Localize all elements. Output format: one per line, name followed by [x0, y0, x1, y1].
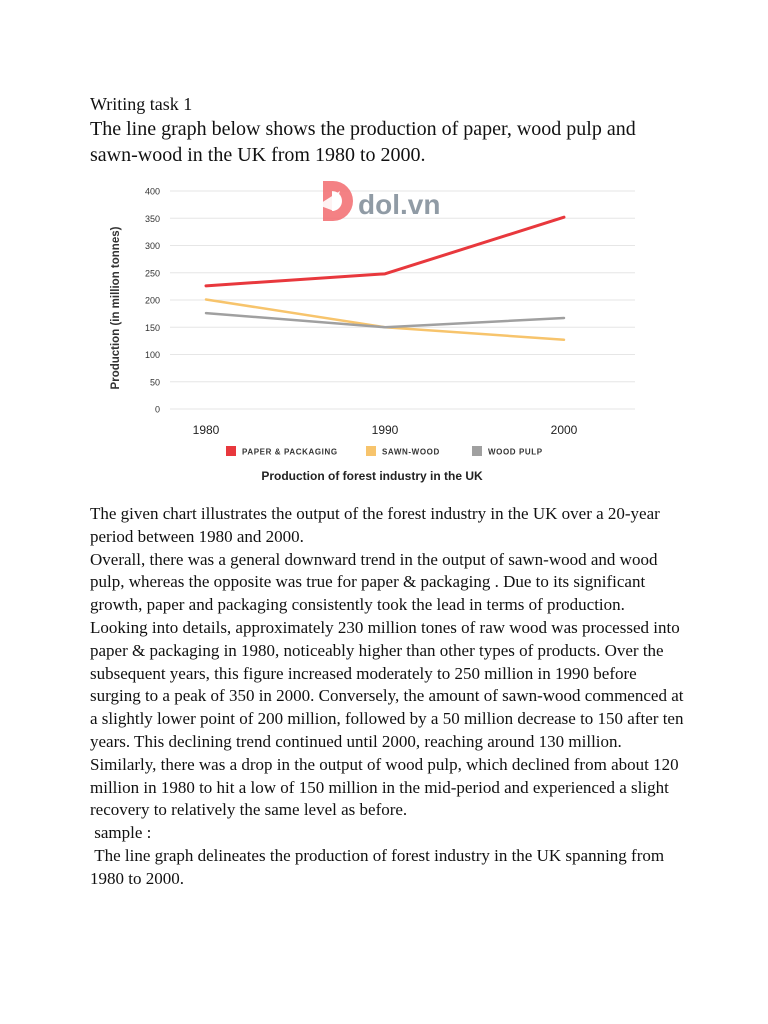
y-tick-label: 350 [144, 213, 160, 224]
task-heading: Writing task 1 [90, 94, 193, 114]
x-tick-label: 1980 [192, 423, 220, 437]
legend-swatch [226, 446, 236, 456]
x-tick-label: 2000 [550, 423, 578, 437]
paragraph-1: The given chart illustrates the output of the forest industry in the UK over a 20-year period between 1980 and 2000. [90, 504, 660, 546]
paragraph-3: Looking into details, approximately 230 million tones of raw wood was processed into paper & packaging in 1980, noticeably higher than other types of products. Over the subsequent years, this figure increased moderately to 250 million in 1990 before surging to a peak of 350 in 2000. Conversely, the amount of sawn-wood commenced at a slightly lower point of 200 million, followed by a 50 million decrease to 150 after ten years. This declining trend continued until 2000, reaching around 130 million. [90, 617, 684, 751]
y-tick-labels [145, 187, 160, 415]
y-tick-label: 200 [144, 295, 160, 306]
paragraph-4: Similarly, there was a drop in the output of wood pulp, which declined from about 120 million in 1980 to hit a low of 150 million in the mid-period and experienced a slight recovery to relatively the same level as before. [90, 754, 679, 820]
legend-swatch [366, 446, 376, 456]
y-tick-label: 100 [144, 350, 160, 360]
legend-item [472, 446, 543, 457]
chart-title: Production of forest industry in the UK [261, 469, 483, 483]
legend-label: SAWN-WOOD [382, 447, 440, 457]
paragraph-6: The line graph delineates the production of forest industry in the UK spanning from 1980 to 2000. [90, 845, 669, 888]
x-tick-labels [193, 423, 578, 437]
watermark-text: dol.vn [358, 189, 441, 220]
y-tick-label: 300 [144, 241, 160, 251]
paragraph-5: sample : [90, 823, 152, 843]
legend [226, 446, 543, 457]
y-tick-label: 250 [144, 268, 160, 279]
legend-label: WOOD PULP [488, 447, 543, 457]
y-axis-label: Production (in million tonnes) [110, 226, 122, 390]
legend-label: PAPER & PACKAGING [242, 447, 338, 457]
y-tick-label: 50 [149, 377, 160, 388]
legend-item [226, 446, 338, 457]
legend-swatch [472, 446, 482, 456]
chart-container [90, 165, 675, 500]
task-intro: The line graph below shows the production of paper, wood pulp and sawn-wood in the UK from 1980 to 2000. [90, 118, 636, 166]
series-line-paper-packaging [206, 217, 564, 286]
essay-body [90, 503, 690, 891]
legend-item [366, 446, 440, 457]
y-tick-label: 0 [154, 404, 160, 415]
watermark-logo [318, 181, 440, 221]
series-lines [206, 217, 564, 340]
y-tick-label: 400 [144, 186, 160, 197]
gridlines [170, 191, 635, 409]
x-tick-label: 1990 [371, 423, 399, 437]
series-line-wood-pulp [206, 313, 564, 327]
y-tick-label: 150 [144, 322, 160, 333]
line-chart [90, 165, 675, 500]
watermark-mark-icon [318, 181, 353, 221]
paragraph-2: Overall, there was a general downward trend in the output of sawn-wood and wood pulp, whereas the opposite was true for paper & packaging . Due to its significant growth, paper and packaging consistently took the lead in terms of production. [90, 549, 658, 615]
